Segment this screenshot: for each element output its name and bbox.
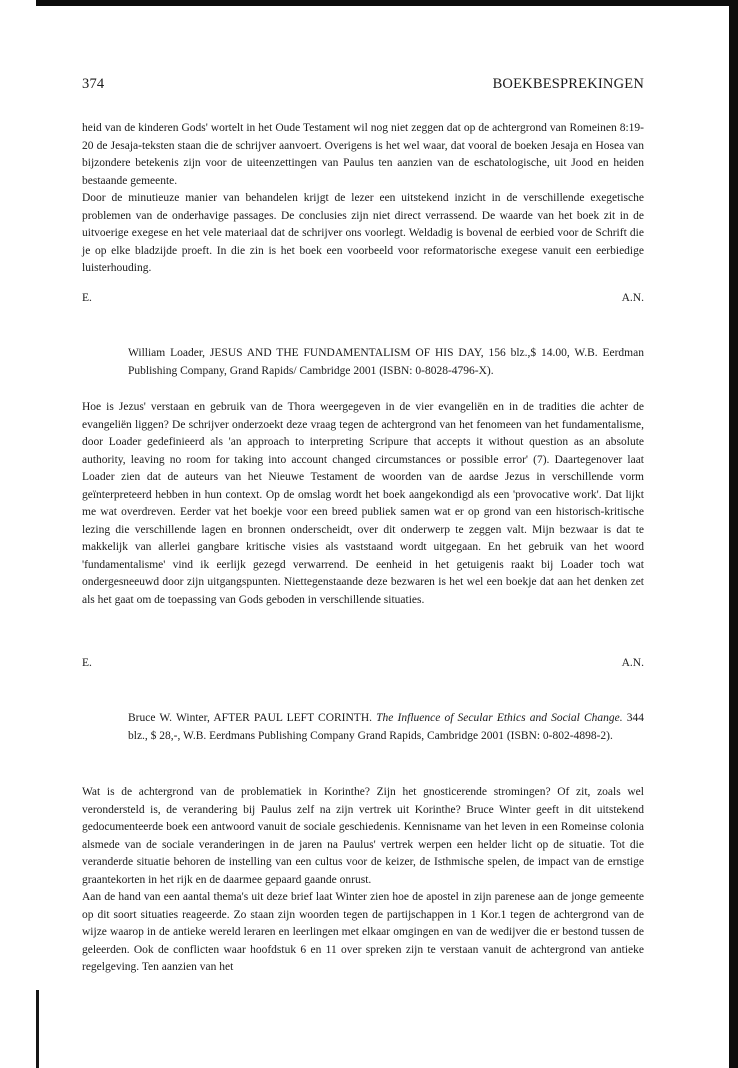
review-3-paragraph: Wat is de achtergrond van de problematiek in Korinthe? Zijn het gnosticerende stromingen? Of zit, zoals wel verondersteld is, de verandering bij Paulus zelf na zijn vertrek uit Korinthe? Bruce Winter geeft in dit uitstekend gedocumenteerde boek een antwoord vanuit de sociale geschiedenis. Kennisname van het leven in een Romeinse colonia alsmede van de sociale veranderingen in de jaren na Paulus' vertrek werpen een helder licht op de situatie. Tot die veranderde situatie behoren de instelling van een cultus voor de keizer, de Isthmische spelen, de impact van de ernstige graantekorten in het rijk en de daarmee gepaard gaande onrust.	[82, 786, 644, 886]
review-1-paragraph: heid van de kinderen Gods' wortelt in het Oude Testament wil nog niet zeggen dat op de achtergrond van Romeinen 8:19-20 de Jesaja-teksten staan die de schrijver aanvoert. Overigens is het wel waar, dat vooral de boeken Jesaja en Hosea van bijzondere betekenis zijn voor de uiteenzettingen van Paulus ten aanzien van de eschatologische, uit Jood en heiden bestaande gemeente.	[82, 122, 644, 187]
review-2-body	[82, 399, 644, 609]
review-1-paragraph: Door de minutieuze manier van behandelen krijgt de lezer een uitstekend inzicht in de verschillende exegetische problemen van de onderhavige passages. De conclusies zijn niet direct verrassend. De waarde van het boek zit in de uitvoerige exegese en het vele materiaal dat de schrijver ons voorlegt. Weldadig is bovenal de eerbied voor de Schrift die je op elke bladzijde proeft. In die zin is het boek een voorbeeld voor reformatorische exegese vanuit een eerbiedige luisterhouding.	[82, 192, 644, 274]
scan-border-left	[36, 990, 39, 1068]
review-3-author-title: Bruce W. Winter, AFTER PAUL LEFT CORINTH.	[128, 712, 377, 724]
reviewer-initials: A.N.	[621, 657, 644, 669]
signature-initial: E.	[82, 292, 92, 304]
page-number: 374	[82, 76, 105, 92]
reviewer-initials: A.N.	[621, 292, 644, 304]
review-3-bibliographic-entry	[128, 710, 644, 745]
review-2-biblio-text: William Loader, JESUS AND THE FUNDAMENTALISM OF HIS DAY, 156 blz.,$ 14.00, W.B. Eerdman Publishing Company, Grand Rapids/ Cambridge 2001 (ISBN: 0-8028-4796-X).	[128, 347, 644, 377]
review-2-paragraph: Hoe is Jezus' verstaan en gebruik van de Thora weergegeven in de vier evangeliën en in de tradities die achter de evangeliën liggen? De schrijver onderzoekt deze vraag tegen de achtergrond van het fenomeen van het fundamentalisme, door Loader gedefinieerd als 'an approach to interpreting Scripure that accepts it without question as an absolute authority, leaving no room for taking into account changed circumstances or possible error' (7). Daartegenover laat Loader zien dat de auteurs van het Nieuwe Testament de woorden van de aardse Jezus in verschillende vorm geïnterpreteerd hebben in hun context. Op de omslag wordt het boek aangekondigd als een 'provocative work'. Dat lijkt me wat overdreven. Eerder vat het boekje voor een breed publiek samen wat er op grond van een historisch-kritische lezing die verschillende lagen en bronnen onderscheidt, over dit onderwerp te zeggen valt. Mijn bezwaar is dat te makkelijk van allerlei gangbare kritische visies als vaststaand wordt uitgegaan. En het gebruik van het woord 'fundamentalisme' vind ik eerlijk gezegd verwarrend. De eenheid in het getuigenis raakt bij Loader toch wat ondergesneeuwd door zijn uitgangspunten. Niettegenstaande deze bezwaren is het wel een boekje dat aan het denken zet als het gaat om de toepassing van Gods geboden in verschillende situaties.	[82, 401, 644, 606]
review-2-signature	[82, 657, 644, 669]
page-header	[82, 76, 644, 93]
review-3-body	[82, 784, 644, 977]
scan-border-top	[36, 0, 738, 6]
review-3-biblio-text	[128, 710, 644, 745]
scan-border-right	[729, 0, 738, 1068]
review-1-body	[82, 120, 644, 278]
review-3-subtitle: The Influence of Secular Ethics and Social Change.	[376, 712, 623, 724]
review-1-signature	[82, 292, 644, 304]
review-3-publication-details: 344 blz., $ 28,-, W.B. Eerdmans Publishing Company Grand Rapids, Cambridge 2001 (ISBN: 0-802-4898-2).	[128, 712, 645, 742]
running-head: BOEKBESPREKINGEN	[492, 76, 644, 92]
review-2-bibliographic-entry	[128, 345, 644, 380]
review-3-paragraph: Aan de hand van een aantal thema's uit deze brief laat Winter zien hoe de apostel in zijn parenese aan de jonge gemeente op dit soort situaties reageerde. Zo staan zijn woorden tegen de partijschappen in 1 Kor.1 tegen de achtergrond van de wijze waarop in de antieke wereld leraren en leerlingen met elkaar omgingen en van de wedijver die er bestond tussen de geleerden. Ook de conflicten waar hoofdstuk 6 en 11 over spreken zijn te verstaan vanuit de achtergrond van antieke regelgeving. Ten aanzien van het	[82, 891, 644, 973]
signature-initial: E.	[82, 657, 92, 669]
